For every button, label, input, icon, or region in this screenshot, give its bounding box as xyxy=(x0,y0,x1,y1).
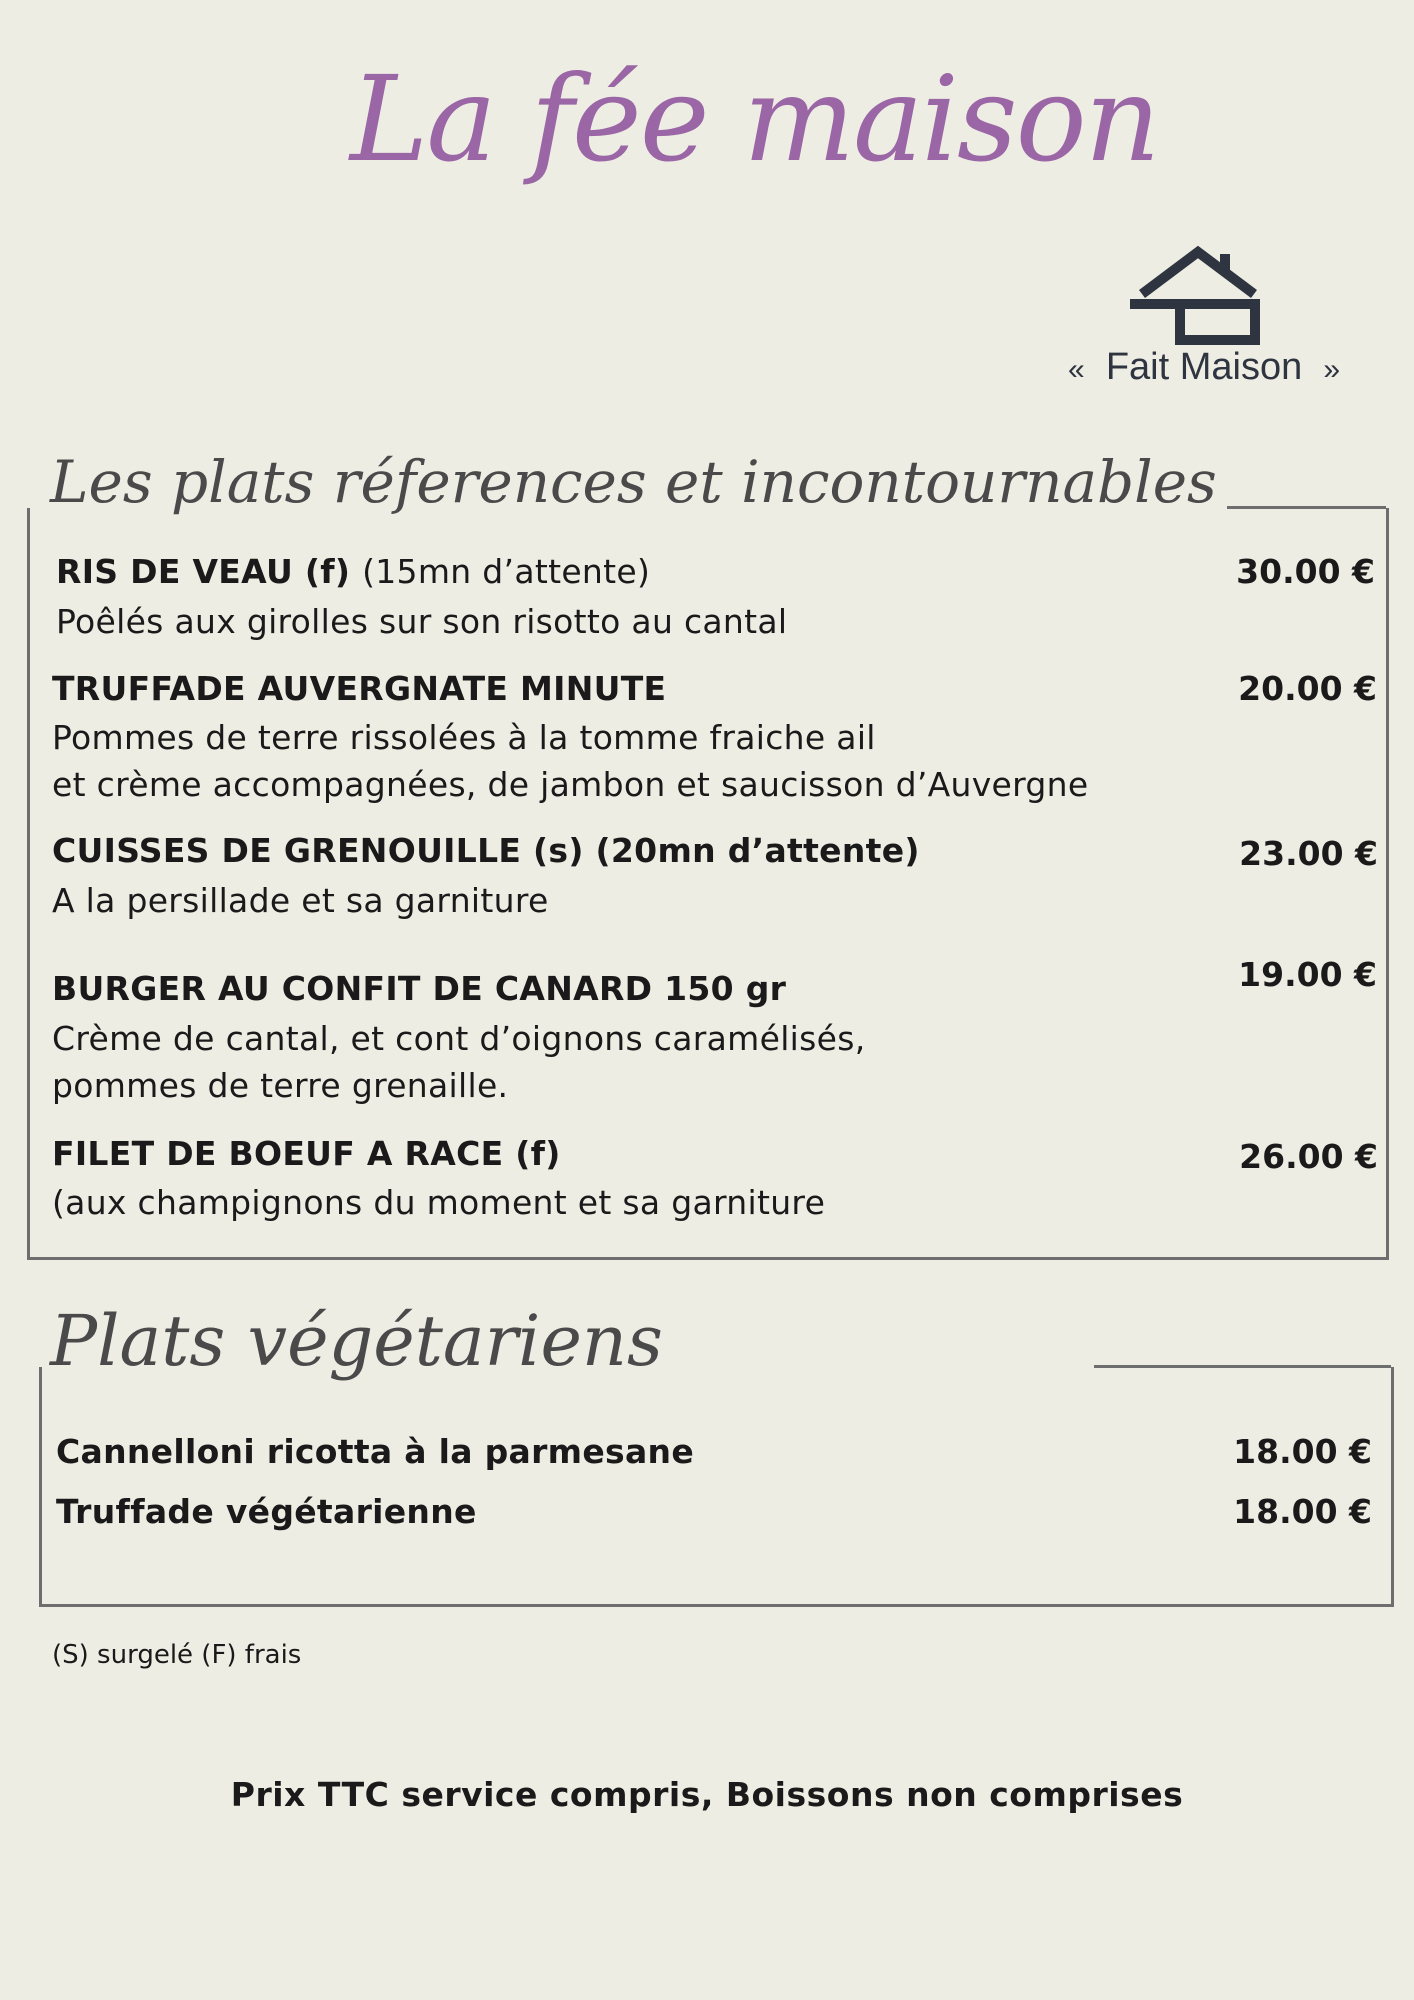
menu-item-name xyxy=(52,669,666,708)
menu-item-description xyxy=(52,1179,825,1226)
menu-item-price: 30.00 € xyxy=(1236,552,1375,591)
menu-item-price: 23.00 € xyxy=(1239,834,1378,873)
menu-item-price: 18.00 € xyxy=(1233,1492,1372,1531)
desc-line: Crème de cantal, et cont d’oignons caramélisés, xyxy=(52,1019,866,1058)
desc-line: Poêlés aux girolles sur son risotto au cantal xyxy=(56,602,788,641)
menu-item-price: 20.00 € xyxy=(1238,669,1377,708)
menu-item-price: 26.00 € xyxy=(1239,1137,1378,1176)
menu-item-price: 19.00 € xyxy=(1238,955,1377,994)
section-frame-vegetarian xyxy=(39,1367,1394,1607)
desc-line: pommes de terre grenaille. xyxy=(52,1066,509,1105)
menu-item-name xyxy=(52,831,920,870)
menu-item-name xyxy=(52,1134,561,1173)
fait-maison-badge xyxy=(1068,346,1368,389)
section-frame-vegetarian-topline xyxy=(1094,1365,1391,1368)
footer-note: Prix TTC service compris, Boissons non comprises xyxy=(230,1775,1184,1814)
legend-note: (S) surgelé (F) frais xyxy=(52,1640,302,1670)
desc-line: Pommes de terre rissolées à la tomme fraiche ail xyxy=(52,718,876,757)
section-title-vegetarian: Plats végétariens xyxy=(50,1300,673,1382)
menu-item-name xyxy=(52,969,786,1008)
fait-maison-label: Fait Maison xyxy=(1105,346,1303,388)
menu-item-description xyxy=(52,1015,866,1109)
menu-item-description xyxy=(52,877,549,924)
menu-item-description xyxy=(52,714,1089,808)
item-name-text: CUISSES DE GRENOUILLE (s) (20mn d’attente) xyxy=(52,831,920,870)
desc-line: (aux champignons du moment et sa garniture xyxy=(52,1183,826,1222)
house-icon xyxy=(1130,242,1260,350)
item-note: (15mn d’attente) xyxy=(362,552,651,591)
item-name-text: FILET DE BOEUF A RACE (f) xyxy=(52,1134,561,1173)
menu-item-name xyxy=(56,552,650,591)
menu-item-price: 18.00 € xyxy=(1233,1432,1372,1471)
desc-line: A la persillade et sa garniture xyxy=(52,881,549,920)
menu-item-name: Cannelloni ricotta à la parmesane xyxy=(56,1432,695,1471)
item-name-text: RIS DE VEAU (f) xyxy=(56,552,351,591)
restaurant-title: La fée maison xyxy=(350,50,1159,188)
close-quote: » xyxy=(1323,353,1341,386)
open-quote: « xyxy=(1068,353,1085,386)
item-name-text: TRUFFADE AUVERGNATE MINUTE xyxy=(52,669,667,708)
item-name-text: BURGER AU CONFIT DE CANARD 150 gr xyxy=(52,969,787,1008)
menu-item-description xyxy=(56,598,787,645)
desc-line: et crème accompagnées, de jambon et saucisson d’Auvergne xyxy=(52,765,1089,804)
section-title-main: Les plats réferences et incontournables xyxy=(50,448,1227,516)
menu-item-name: Truffade végétarienne xyxy=(56,1492,477,1531)
